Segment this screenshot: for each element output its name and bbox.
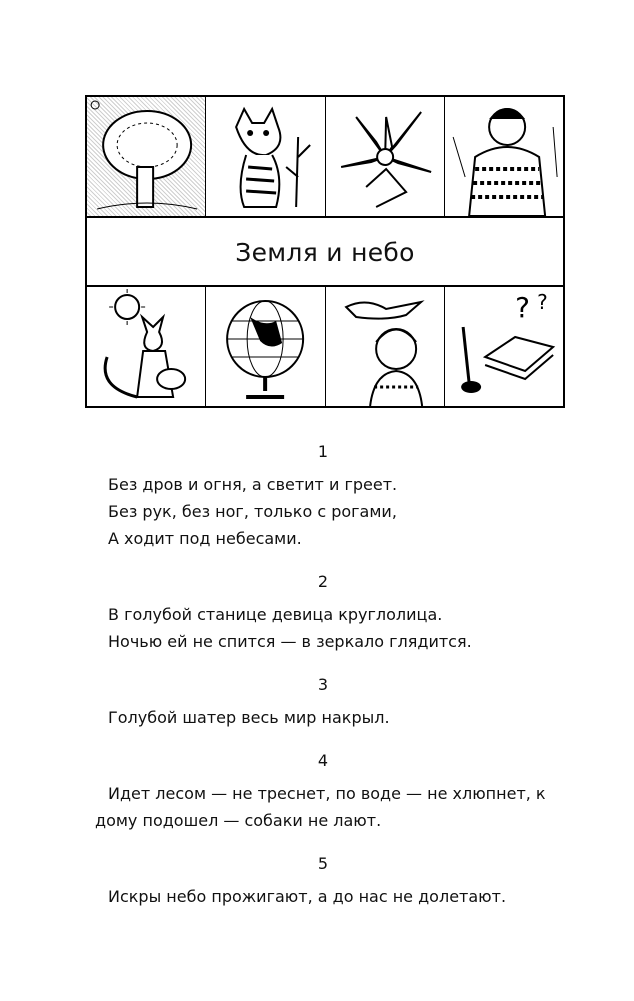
riddle-1 xyxy=(108,438,568,552)
book-quill-icon xyxy=(445,287,563,406)
riddle-4 xyxy=(95,747,568,834)
boy-sweater-icon xyxy=(445,97,563,216)
riddle-line: А ходит под небесами. xyxy=(108,529,302,548)
riddle-number: 3 xyxy=(317,675,329,694)
cat-icon xyxy=(206,97,325,216)
riddle-number: 1 xyxy=(317,442,329,461)
riddle-line: Искры небо прожигают, а до нас не долетают. xyxy=(108,887,507,906)
illustration-row-top xyxy=(87,97,563,218)
riddle-number: 2 xyxy=(317,572,329,591)
chapter-title: Земля и небо xyxy=(235,238,415,267)
tree-icon xyxy=(87,97,206,216)
illustration-row-bottom xyxy=(87,285,563,406)
riddle-2 xyxy=(108,568,568,655)
riddle-5 xyxy=(108,850,568,910)
riddle-line: Голубой шатер весь мир накрыл. xyxy=(108,708,390,727)
child-goose-icon xyxy=(326,287,445,406)
riddles-list xyxy=(95,438,568,926)
svg-text:?: ? xyxy=(536,290,548,314)
riddle-line: дому подошел — собаки не лают. xyxy=(95,811,382,830)
riddle-line: В голубой станице девица круглолица. xyxy=(108,605,443,624)
title-band xyxy=(87,216,563,289)
riddle-line: Идет лесом — не треснет, по воде — не хлюпнет, к xyxy=(108,784,546,803)
svg-text:?: ? xyxy=(514,291,530,324)
riddle-line: Без рук, без ног, только с рогами, xyxy=(108,502,397,521)
riddle-3 xyxy=(108,671,568,731)
riddle-line: Без дров и огня, а светит и греет. xyxy=(108,475,398,494)
globe-icon xyxy=(206,287,325,406)
chapter-header xyxy=(85,95,565,408)
riddle-line: Ночью ей не спится — в зеркало глядится. xyxy=(108,632,472,651)
fox-sun-icon xyxy=(87,287,206,406)
flower-icon xyxy=(326,97,445,216)
riddle-number: 4 xyxy=(317,751,329,770)
riddle-number: 5 xyxy=(317,854,329,873)
